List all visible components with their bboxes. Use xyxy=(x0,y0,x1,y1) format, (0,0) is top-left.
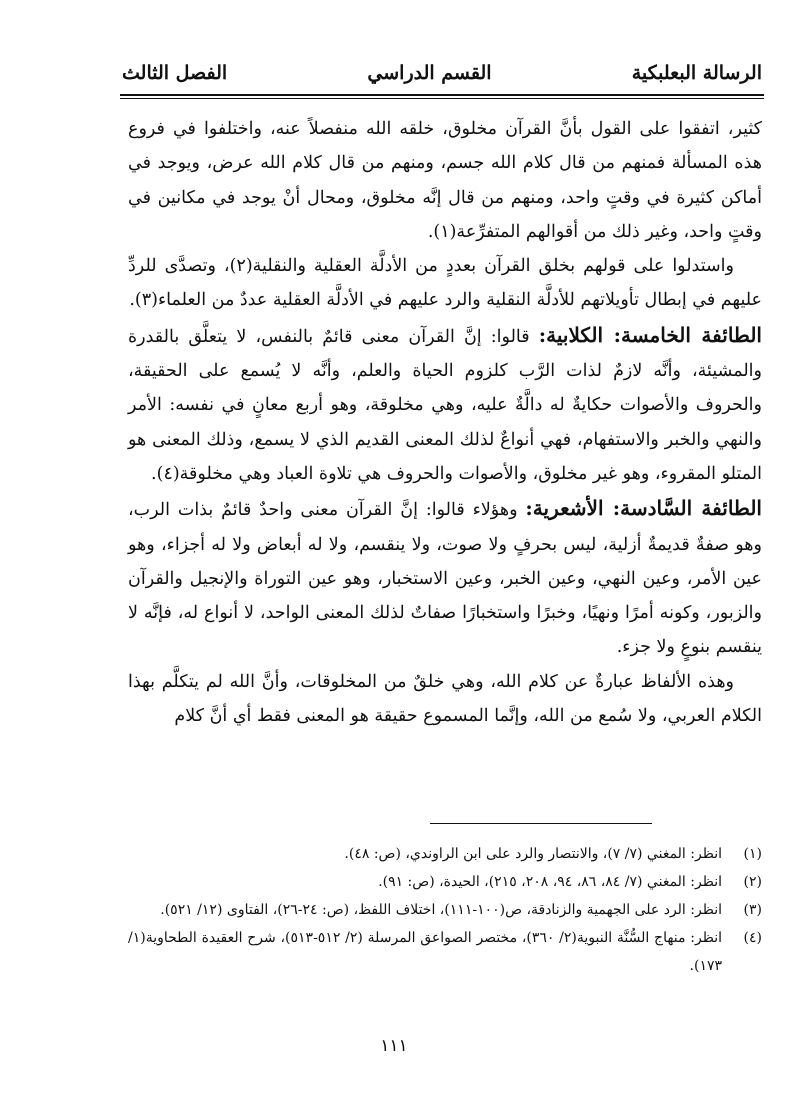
footnotes xyxy=(128,840,762,980)
paragraph-3 xyxy=(128,318,762,491)
paragraph-3-text: قالوا: إنَّ القرآن معنى قائمٌ بالنفس، لا يتعلَّق بالقدرة والمشيئة، وأنَّه لازمٌ لذات الرَّب كلزوم الحياة والعلم، وأنَّه لا يُسمع على الحقيقة، والحروف والأصوات حكايةٌ له دالَّةٌ عليه، وهي مخلوقة، وهو أربع معانٍ في نفسه: الأمر والنهي والخبر والاستفهام، فهي أنواعٌ لذلك المعنى القديم الذي لا يسمع، وذلك المعنى هو المتلو المقروء، وهو غير مخلوق، والأصوات والحروف هي تلاوة العباد وهي مخلوقة(٤). xyxy=(128,326,762,484)
chapter-title: الفصل الثالث xyxy=(122,62,228,84)
paragraph-2: واستدلوا على قولهم بخلق القرآن بعددٍ من الأدلَّة العقلية والنقلية(٢)، وتصدَّى للردِّ عليهم في إبطال تأويلاتهم للأدلَّة النقلية والرد عليهم في الأدلَّة العقلية عددٌ من العلماء(٣). xyxy=(128,256,762,311)
footnote-text: انظر: المغني (٧/ ٨٤، ٨٦، ٩٤، ٢٠٨، ٢١٥)، الحيدة، (ص: ٩١). xyxy=(378,874,722,890)
footnote-number: (٤) xyxy=(743,930,762,946)
page-number: ١١١ xyxy=(380,1036,408,1056)
footnote-number: (٣) xyxy=(743,902,762,918)
footnote-text: انظر: المغني (٧/ ٧)، والانتصار والرد على ابن الراوندي، (ص: ٤٨). xyxy=(344,846,722,862)
section-heading-ashariyya: الطائفة السَّادسة: الأشعرية: xyxy=(525,496,762,521)
header-divider xyxy=(120,94,764,99)
paragraph-1: كثير، اتفقوا على القول بأنَّ القرآن مخلوق، خلقه الله منفصلاً عنه، واختلفوا في فروع هذه المسألة فمنهم من قال كلام الله جسم، ومنهم من قال كلام الله عرض، ويوجد في أماكن كثيرة في وقتٍ واحد، ومنهم من قال إنَّه مخلوق، ومحال أنْ يوجد في مكانين في وقتٍ واحد، وغير ذلك من أقوالهم المتفرِّعة(١). xyxy=(128,119,762,242)
footnote-number: (٢) xyxy=(743,874,762,890)
paragraph-4-text: وهؤلاء قالوا: إنَّ القرآن معنى واحدٌ قائمٌ بذات الرب، وهو صفةٌ قديمةٌ أزلية، ليس بحرفٍ ولا صوت، ولا ينقسم، ولا له أبعاض ولا له أجزاء، وهو عين الأمر، وعين النهي، وعين الخبر، وعين الاستخبار، وهو عين التوراة والإنجيل والقرآن والزبور، وكونه أمرًا ونهيًا، وخبرًا واستخبارًا صفاتٌ لذلك المعنى الواحد، لا أنواع له، فإنَّه لا ينقسم بنوعٍ ولا جزء. xyxy=(128,500,762,658)
section-heading-kullabiyya: الطائفة الخامسة: الكلابية: xyxy=(538,322,762,347)
footnote-text: انظر: منهاج السُّنَّة النبوية(٢/ ٣٦٠)، مختصر الصواعق المرسلة (٢/ ٥١٢-٥١٣)، شرح العقيدة الطحاوية(١/ ١٧٣). xyxy=(128,930,722,974)
paragraph-5: وهذه الألفاظ عبارةٌ عن كلام الله، وهي خلقٌ من المخلوقات، وأنَّ الله لم يتكلَّم بهذا الكلام العربي، ولا سُمع من الله، وإنَّما المسموع حقيقة هو المعنى فقط أي أنَّ كلام xyxy=(128,671,762,727)
footnote-text: انظر: الرد على الجهمية والزنادقة، ص(١٠٠-١١١)، اختلاف اللفظ، (ص: ٢٤-٢٦)، الفتاوى (١٢/ ٥٢١). xyxy=(160,902,722,918)
footnote xyxy=(128,896,762,924)
footnote-number: (١) xyxy=(743,846,762,862)
footnote xyxy=(128,840,762,868)
section-title: القسم الدراسي xyxy=(367,62,492,84)
running-header xyxy=(122,56,762,90)
footnote xyxy=(128,868,762,896)
main-text xyxy=(128,112,762,733)
footnote xyxy=(128,924,762,980)
footnote-divider xyxy=(430,823,652,824)
book-title: الرسالة البعلبكية xyxy=(631,62,762,84)
paragraph-4 xyxy=(128,491,762,664)
